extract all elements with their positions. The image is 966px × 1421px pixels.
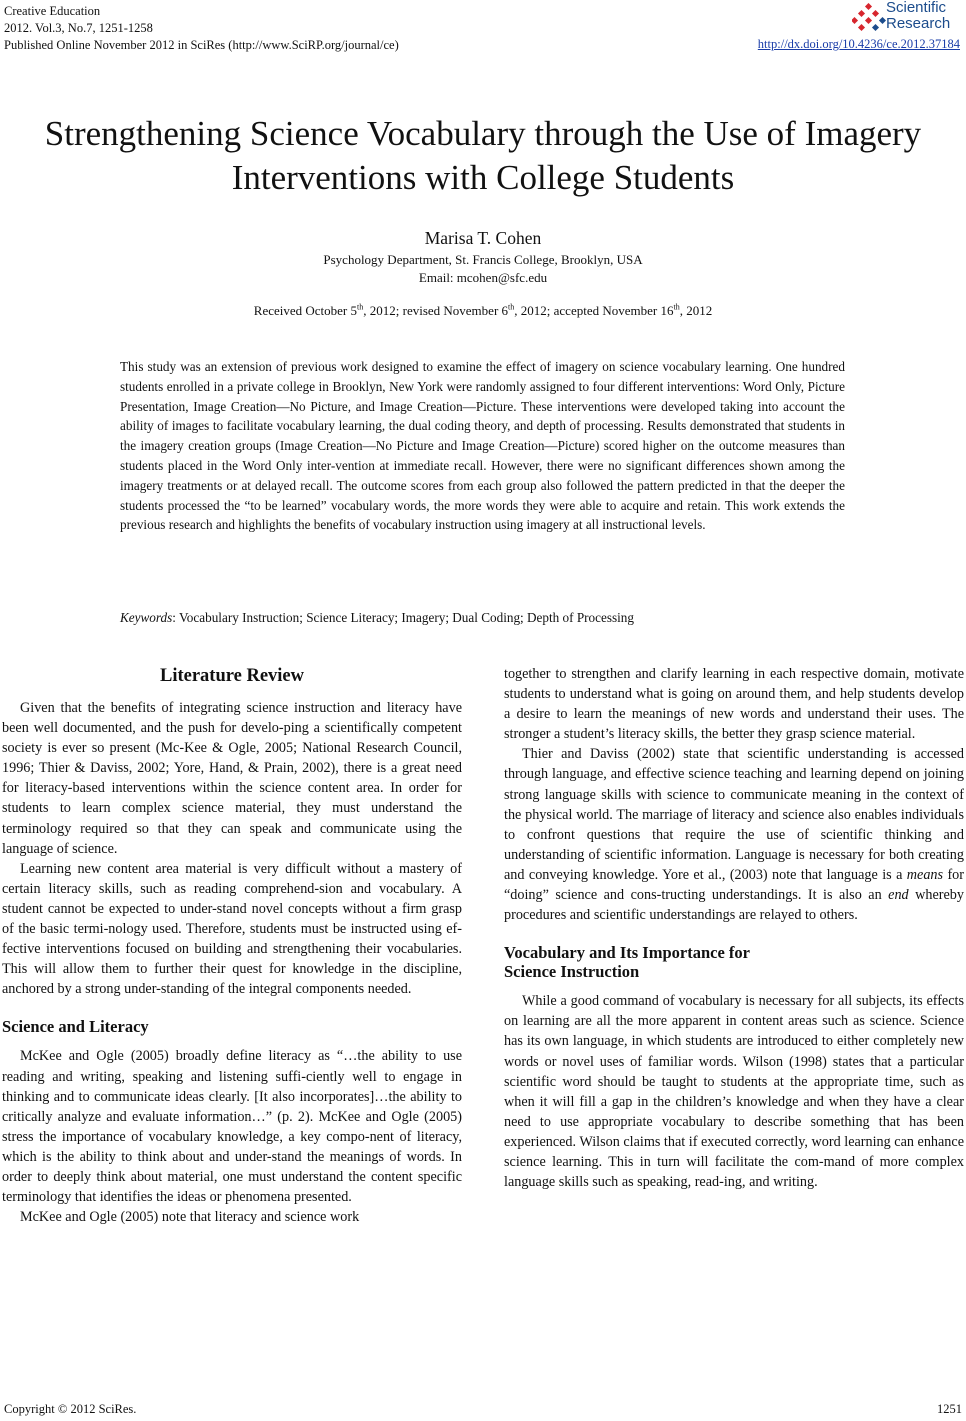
- journal-name: Creative Education: [4, 4, 101, 18]
- doi-link[interactable]: http://dx.doi.org/10.4236/ce.2012.37184: [757, 37, 960, 51]
- subsection-heading: Science and Literacy: [2, 1017, 149, 1037]
- paragraph: While a good command of vocabulary is necessary for all subjects, its effects on learning are all the more apparent in content areas such as science. Science has its own language, in which students are introduced to either completely new words or novel uses of familiar words. Wilson (1998) states that a particular scientific word should be taught to students at the appropriate time, such as when it will fill a gap in the children’s knowledge and when they have a clear need to use appropriate vocabulary to describe something that has been experienced. Wilson claims that if executed correctly, word learning can enhance science learning. This in turn will facilitate the com-mand of more complex language skills such as speaking, read-ing, and writing.: [504, 993, 964, 1191]
- paragraph: McKee and Ogle (2005) note that literacy and science work: [20, 1209, 360, 1226]
- paragraph: Given that the benefits of integrating science instruction and literacy have been well documented, and the push for develo-ping a scientifically competent society is ever so present (Mc-Kee & Ogle, 2005; National Research Council, 1996; Thier & Daviss, 2002; Yore, Hand, & Prain, 2002), there is a great need for literacy-based interventions within the science content area. In order for students to learn complex science material, they must understand the terminology required so that they can speak and communicate using the language of science.: [2, 700, 462, 857]
- journal-volume: 2012. Vol.3, No.7, 1251-1258: [4, 21, 153, 35]
- paragraph: together to strengthen and clarify learning in each respective domain, motivate students to understand what is going on around them, and help students develop a desire to learn the meanings of new words and understand their uses. The stronger a student’s literacy skills, the better they grasp science material.: [504, 666, 964, 743]
- scientific-research-logo: [852, 0, 958, 38]
- author-affiliation: Psychology Department, St. Francis College, Brooklyn, USA Email: mcohen@sfc.edu: [0, 251, 966, 287]
- paragraph: Thier and Daviss (2002) state that scientific understanding is accessed through language, and effective science teaching and learning depend on joining strong language skills with science to communicate meaning in the context of the physical world. The marriage of literacy and science also enables individuals to confront questions that require the use of scientific thinking and understanding of scientific information. Language is necessary for both creating and conveying knowledge. Yore et al., (2003) note that language is a means for “doing” science and cons-tructing understandings. It is also an end whereby procedures and scientific understandings are relayed to others.: [504, 746, 964, 924]
- paper-title: Strengthening Science Vocabulary through the Use of Imagery Interventions with College Students: [44, 114, 922, 197]
- abstract: This study was an extension of previous work designed to examine the effect of imagery on science vocabulary learning. One hundred students enrolled in a private college in Brooklyn, New York were randomly assigned to four different interventions: Word Only, Picture Presentation, Image Creation—No Picture, and Image Creation—Picture. These interventions were developed taking into account the ability of images to facilitate vocabulary learning, the dual coding theory, and depth of processing. Results demonstrated that students in the imagery creation groups (Image Creation—No Picture and Image Creation—Picture) scored higher on the outcome measures than students placed in the Word Only inter-vention at immediate recall. However, there were no significant differences shown among the imagery treatments or at delayed recall. The outcome scores from each group also followed the pattern predicted in that the deeper the students processed the “to be learned” vocabulary words, the more words they were able to acquire and retain. This work extends the previous research and highlights the benefits of vocabulary instruction using imagery at all instructional levels.: [120, 359, 845, 533]
- paragraph: McKee and Ogle (2005) broadly define literacy as “…the ability to use reading and writing, speaking and listening suffi-ciently well to engage in thinking and to communicate ideas clearly. [It also incorporates]…the ability to critically analyze and evaluate information…” (p. 2). McKee and Ogle (2005) stress the importance of vocabulary knowledge, a key compo-nent of literacy, which is the ability to think about and under-stand the meanings of words. In order to deeply think about material, one must understand the content specific terminology that identifies the ideas or phenomena presented.: [2, 1048, 462, 1206]
- right-column: [504, 664, 964, 1192]
- author-email: Email: mcohen@sfc.edu: [418, 270, 548, 285]
- keywords: [120, 610, 845, 626]
- paragraph: Learning new content area material is very difficult without a mastery of certain literacy skills, such as reading comprehend-sion and vocabulary. A student cannot be expected to under-stand novel concepts without a firm grasp of the basic termi-nology used. Therefore, students must be instructed using ef-fective interventions focused on building and strengthening their vocabularies. This will allow them to further their quest for knowledge in the discipline, anchored by a strong under-standing of the integral components needed.: [2, 860, 462, 998]
- keywords-list: : Vocabulary Instruction; Science Literacy; Imagery; Dual Coding; Depth of Processing: [172, 610, 634, 625]
- keywords-label: Keywords: [120, 610, 173, 625]
- logo-text: Scientific Research: [886, 0, 951, 32]
- author-name: Marisa T. Cohen: [424, 228, 542, 248]
- copyright-footer: Copyright © 2012 SciRes.: [4, 1402, 137, 1416]
- submission-dates: Received October 5th, 2012; revised November 6th, 2012; accepted November 16th, 2012: [253, 302, 713, 318]
- subsection-heading: Vocabulary and Its Importance for Science Instruction: [504, 943, 750, 982]
- section-heading: Literature Review: [159, 666, 304, 686]
- logo-diamond-icon: [852, 3, 886, 33]
- publication-info: Published Online November 2012 in SciRes (http://www.SciRP.org/journal/ce): [4, 38, 399, 52]
- page-number: 1251: [937, 1402, 962, 1416]
- left-column: [2, 664, 462, 1227]
- journal-header: [4, 3, 399, 54]
